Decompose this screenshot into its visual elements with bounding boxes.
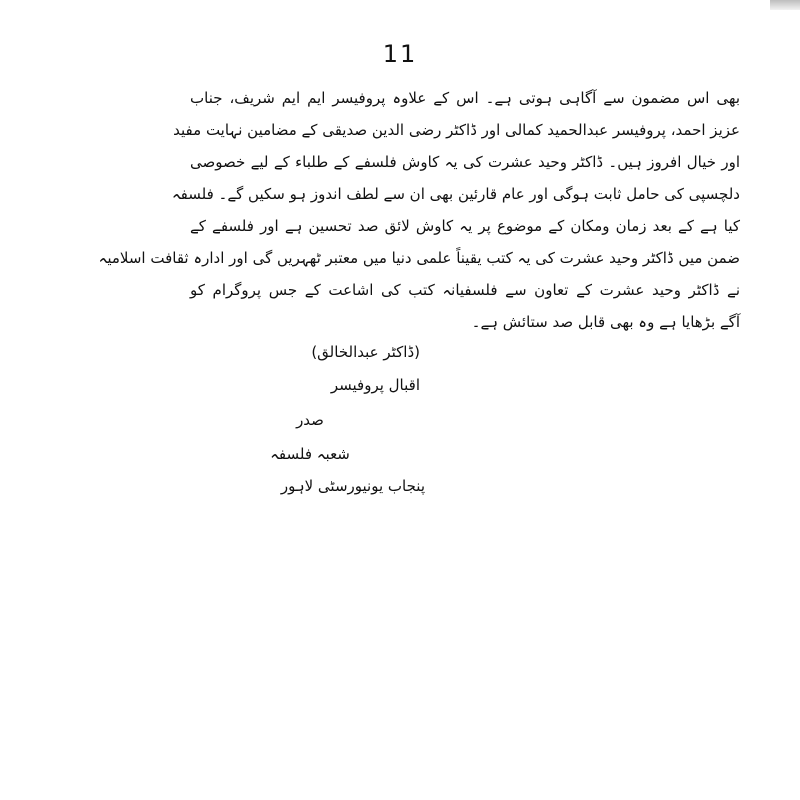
- signatory-institution: پنجاب یونیورسٹی لاہور: [280, 477, 425, 495]
- text-line-5: کیا ہے کے بعد زمان ومکان کے موضوع پر یہ کاوش لائق صد تحسین ہے اور فلسفے کے: [190, 217, 740, 235]
- signatory-name: (ڈاکٹر عبدالخالق): [311, 343, 420, 361]
- text-line-3: اور خیال افروز ہیں۔ ڈاکٹر وحید عشرت کی یہ کاوش فلسفے کے طلباء کے لیے خصوصی: [190, 153, 740, 171]
- signatory-department: شعبہ فلسفہ: [270, 445, 350, 463]
- text-line-4: دلچسپی کی حامل ثابت ہوگی اور عام قارئین بھی ان سے لطف اندوز ہو سکیں گے۔ فلسفہ: [171, 185, 740, 203]
- signatory-title: اقبال پروفیسر: [330, 376, 420, 394]
- page-number: 11: [382, 40, 418, 68]
- scan-edge-mark: [770, 0, 800, 10]
- text-line-1: بھی اس مضمون سے آگاہی ہوتی ہے۔ اس کے علاوہ پروفیسر ایم ایم شریف، جناب: [190, 89, 740, 107]
- text-line-6: ضمن میں ڈاکٹر وحید عشرت کی یہ کتب یقیناً علمی دنیا میں معتبر ٹھہریں گی اور ادارہ ثقافت اسلامیہ: [98, 249, 740, 267]
- text-line-8: آگے بڑھایا ہے وہ بھی قابل صد ستائش ہے۔: [471, 313, 740, 331]
- body-paragraph: [98, 82, 740, 338]
- signatory-role: صدر: [296, 411, 324, 429]
- text-line-2: عزیز احمد، پروفیسر عبدالحمید کمالی اور ڈاکٹر رضی الدین صدیقی کے مضامین نہایت مفید: [173, 121, 740, 139]
- text-line-7: نے ڈاکٹر وحید عشرت کے تعاون سے فلسفیانہ کتب کی اشاعت کے جس پروگرام کو: [190, 281, 740, 299]
